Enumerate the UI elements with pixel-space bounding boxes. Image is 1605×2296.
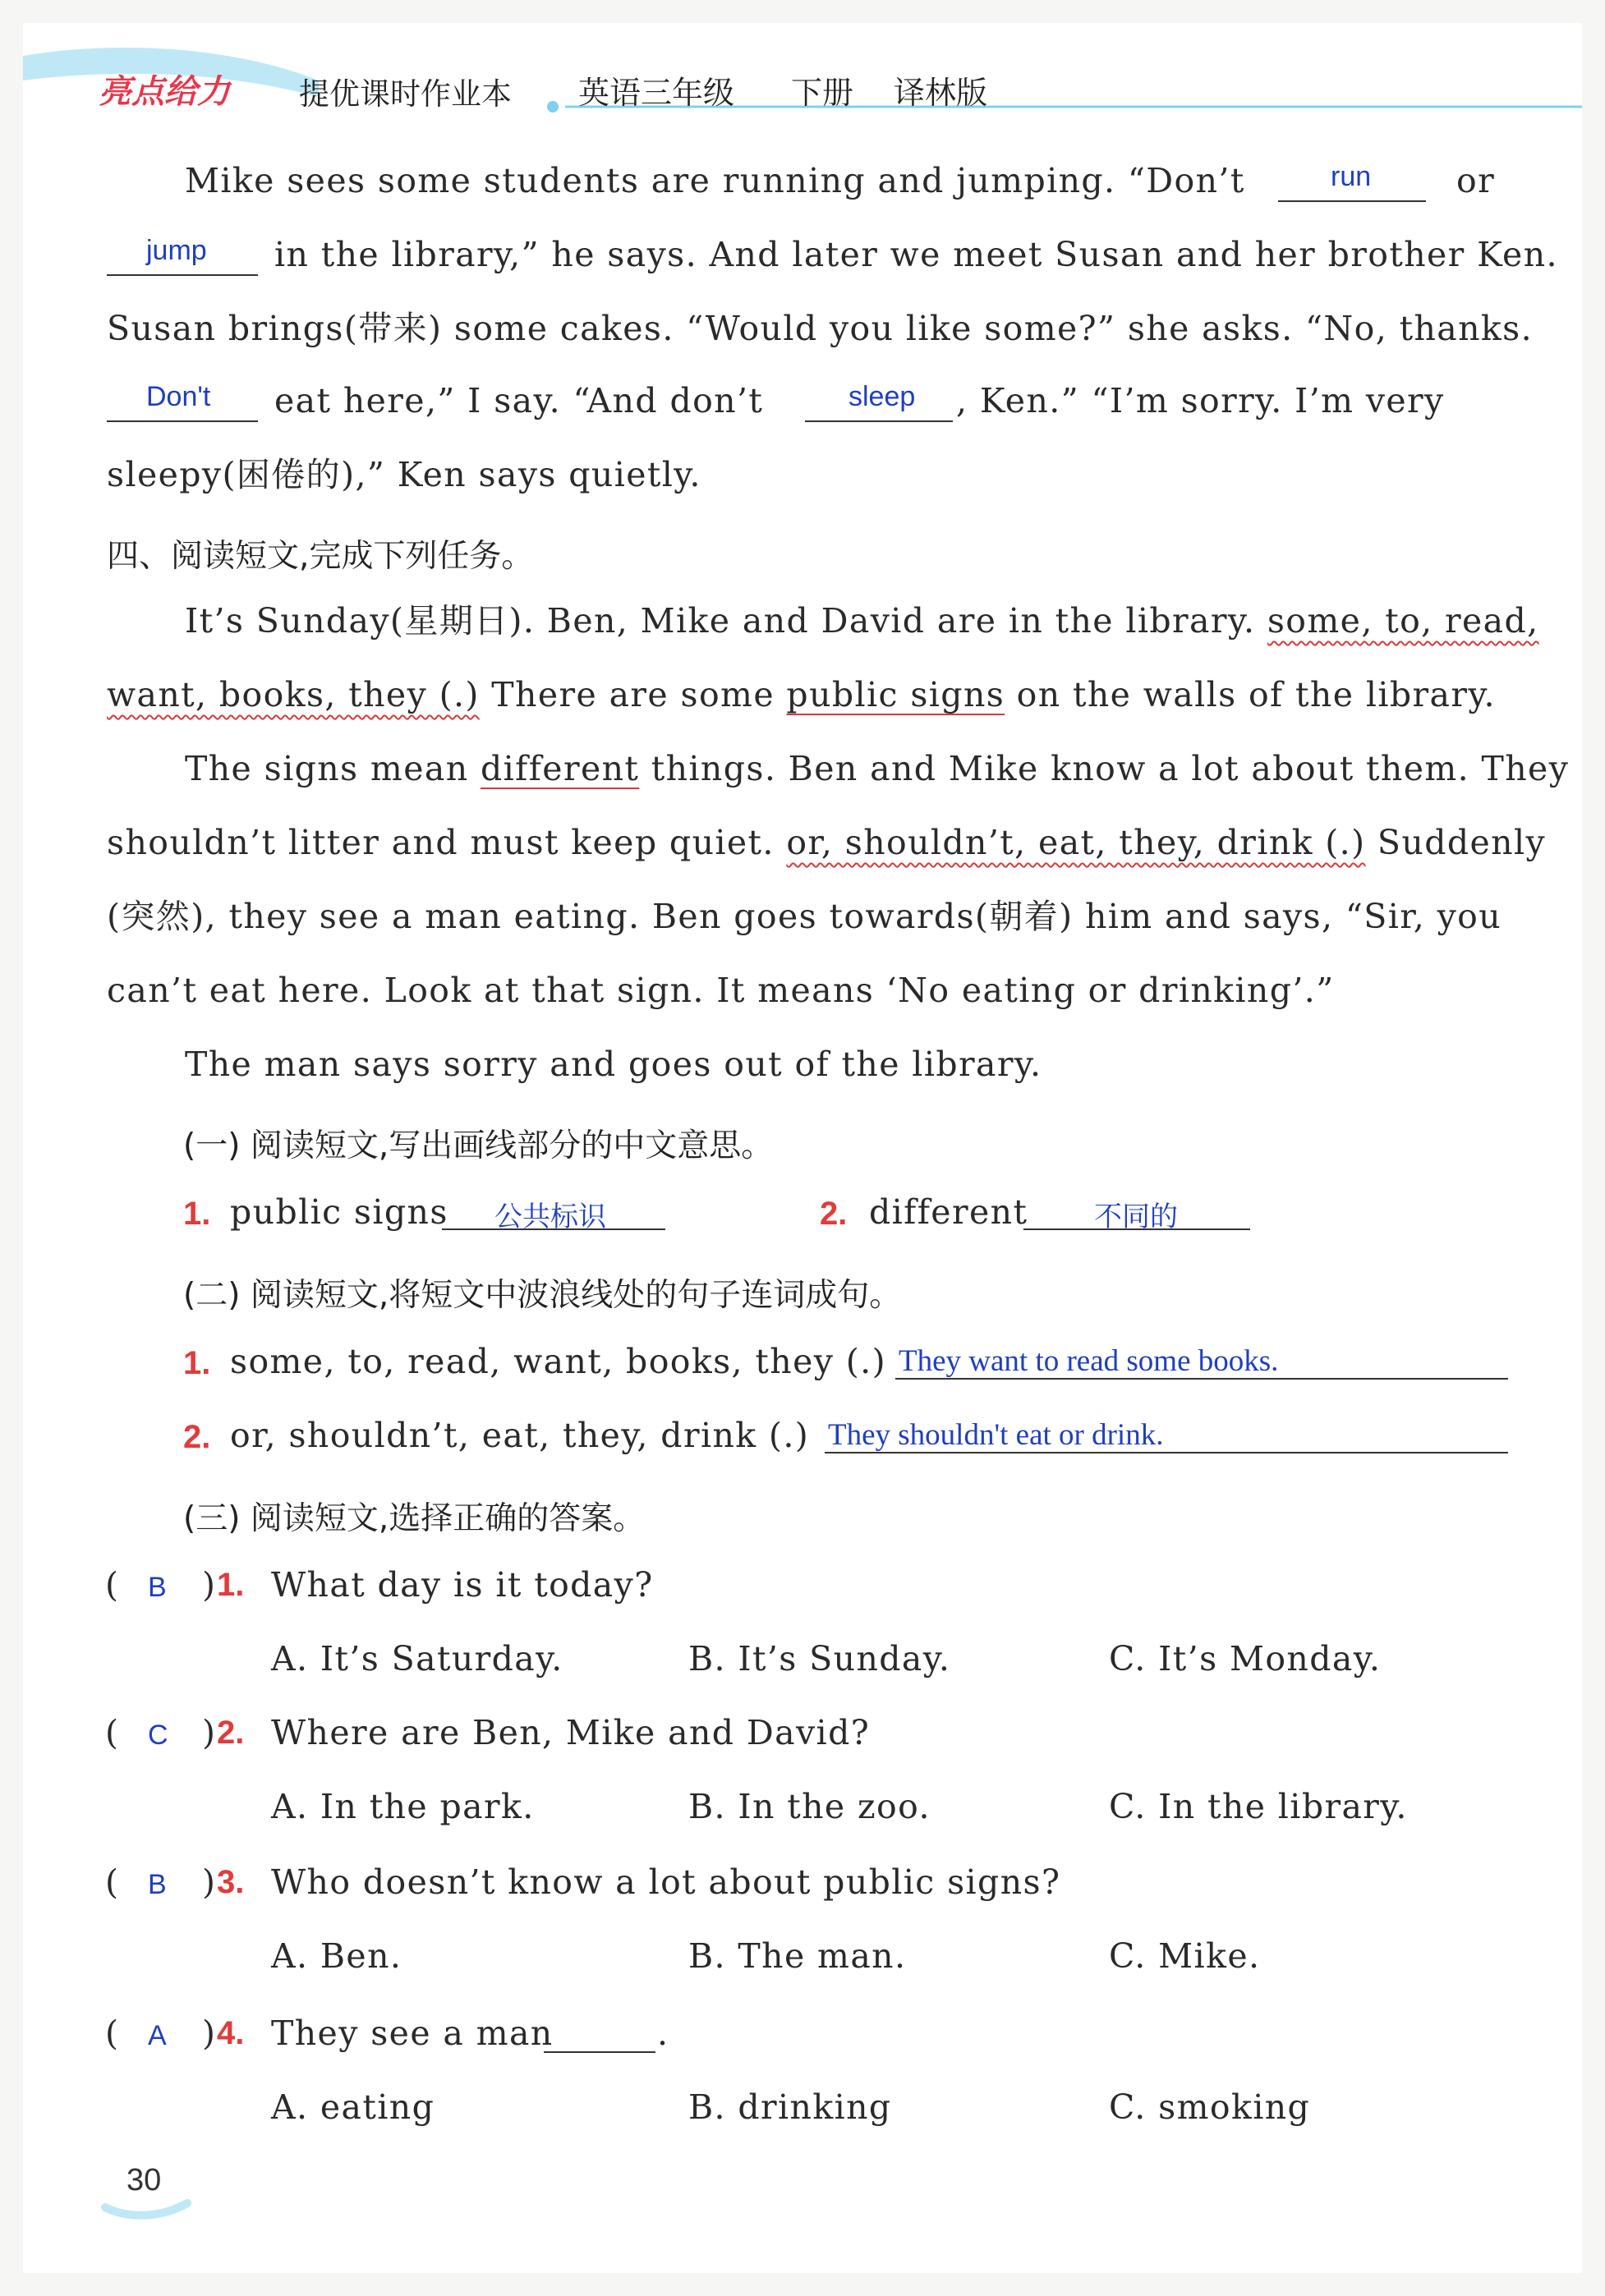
section4-para-line5: (突然), they see a man eating. Ben goes towards(朝着) him and says, “Sir, you (107, 897, 1502, 936)
para-text: shouldn’t litter and must keep quiet. (107, 823, 775, 862)
mc-q2-option-a: A. In the park. (271, 1787, 535, 1826)
section4-title: 四、阅读短文,完成下列任务。 (107, 538, 534, 575)
passage1-line1: Mike sees some students are running and jumping. “Don’t (185, 161, 1245, 200)
mc-q4-number: 4. (217, 2015, 245, 2051)
mc-q2-paren-close: ) (202, 1713, 217, 1752)
part2-q2-text: or, shouldn’t, eat, they, drink (.) (230, 1416, 810, 1455)
part1-q2-text: different (869, 1192, 1028, 1232)
mc-q1-option-c: C. It’s Monday. (1109, 1639, 1382, 1678)
mc-q1-option-a: A. It’s Saturday. (271, 1639, 563, 1678)
part2-q1-text: some, to, read, want, books, they (.) (230, 1342, 886, 1381)
part2-q1-answer: They want to read some books. (899, 1344, 1279, 1378)
part2-q2-number: 2. (183, 1419, 211, 1455)
mc-q1-option-b: B. It’s Sunday. (688, 1639, 951, 1678)
underlined-public-signs: public signs (786, 675, 1005, 714)
para-text: on the walls of the library. (1016, 675, 1496, 714)
mc-q2-question: Where are Ben, Mike and David? (271, 1713, 871, 1752)
para-text: It’s Sunday(星期日). Ben, Mike and David are in the library. (185, 601, 1256, 641)
mc-q4-period: . (657, 2014, 669, 2053)
mc-q4-question: They see a man (271, 2014, 554, 2053)
passage1-line2: in the library,” he says. And later we meet Susan and her brother Ken. (274, 235, 1558, 274)
mc-q2-answer: C (148, 1720, 168, 1751)
series-title: 提优课时作业本 (299, 76, 512, 112)
mc-q1-answer: B (148, 1572, 167, 1603)
mc-q3-option-c: C. Mike. (1109, 1936, 1261, 1976)
section4-para-line2 (107, 675, 1496, 714)
edition-title: 译林版 (894, 75, 988, 111)
mc-q1-paren-close: ) (202, 1565, 217, 1605)
section4-para-line7: The man says sorry and goes out of the library. (185, 1045, 1042, 1084)
mc-q4-paren-close: ) (202, 2014, 217, 2053)
mc-q2-option-c: C. In the library. (1109, 1787, 1408, 1826)
wavy-sentence-2: or, shouldn’t, eat, they, drink (.) (786, 823, 1366, 862)
blank-sleep (805, 420, 953, 422)
subject-title: 英语三年级 (578, 75, 735, 111)
para-text: The signs mean (185, 749, 469, 788)
part1-q1-text: public signs (230, 1192, 448, 1232)
answer-jump: jump (146, 235, 207, 266)
blank-jump (107, 274, 258, 276)
passage1-line1-end: or (1456, 161, 1496, 200)
volume-title: 下册 (791, 75, 854, 111)
mc-q2-option-b: B. In the zoo. (688, 1787, 931, 1826)
mc-q3-paren-open: ( (105, 1862, 120, 1902)
part3-title: (三) 阅读短文,选择正确的答案。 (183, 1500, 646, 1537)
passage1-line4-end: , Ken.” “I’m sorry. I’m very (956, 381, 1445, 420)
part1-q2-number: 2. (820, 1196, 848, 1232)
blank-run (1278, 200, 1426, 202)
blank-dont (107, 420, 258, 422)
mc-q4-paren-open: ( (105, 2014, 120, 2053)
part2-q1-number: 1. (183, 1345, 211, 1381)
brand-logo: 亮点给力 (99, 73, 230, 111)
mc-q3-paren-close: ) (202, 1862, 217, 1902)
mc-q3-option-b: B. The man. (688, 1936, 907, 1976)
answer-run: run (1331, 161, 1372, 192)
mc-q4-blank (544, 2051, 655, 2053)
part1-title: (一) 阅读短文,写出画线部分的中文意思。 (183, 1127, 774, 1164)
mc-q4-option-c: C. smoking (1109, 2087, 1311, 2127)
mc-q2-number: 2. (217, 1715, 245, 1751)
part1-q2-answer: 不同的 (1094, 1201, 1178, 1233)
passage1-line4: eat here,” I say. “And don’t (274, 381, 764, 420)
mc-q2-paren-open: ( (105, 1713, 120, 1752)
answer-sleep: sleep (848, 381, 916, 412)
mc-q1-question: What day is it today? (271, 1565, 654, 1605)
mc-q4-option-a: A. eating (271, 2087, 435, 2127)
para-text: Suddenly (1377, 823, 1547, 862)
part2-q2-answer: They shouldn't eat or drink. (828, 1418, 1164, 1452)
mc-q1-number: 1. (217, 1567, 245, 1603)
mc-q4-option-b: B. drinking (688, 2087, 892, 2127)
part1-q1-number: 1. (183, 1196, 211, 1232)
passage1-line3: Susan brings(带来) some cakes. “Would you like some?” she asks. “No, thanks. (107, 309, 1534, 348)
worksheet-page (23, 23, 1582, 2273)
para-text: things. Ben and Mike know a lot about them. They (651, 749, 1570, 788)
passage1-line5: sleepy(困倦的),” Ken says quietly. (107, 455, 701, 494)
section4-para-line4 (107, 823, 1547, 862)
wavy-sentence-1a: some, to, read, (1267, 601, 1539, 641)
part2-title: (二) 阅读短文,将短文中波浪线处的句子连词成句。 (183, 1277, 902, 1314)
part1-q1-answer: 公共标识 (494, 1201, 606, 1233)
page-number: 30 (126, 2163, 162, 2197)
section4-para-line3 (185, 749, 1570, 788)
para-text: There are some (491, 675, 775, 714)
section4-para-line6: can’t eat here. Look at that sign. It means ‘No eating or drinking’.” (107, 971, 1335, 1010)
mc-q4-answer: A (148, 2020, 167, 2051)
mc-q1-paren-open: ( (105, 1565, 120, 1605)
section4-para-line1 (185, 601, 1539, 641)
mc-q3-question: Who doesn’t know a lot about public signs? (271, 1862, 1061, 1902)
mc-q3-number: 3. (217, 1864, 245, 1900)
wavy-sentence-1b: want, books, they (.) (107, 675, 480, 714)
mc-q3-option-a: A. Ben. (271, 1936, 402, 1976)
mc-q3-answer: B (148, 1869, 167, 1900)
underlined-different: different (480, 749, 640, 788)
answer-dont: Don't (146, 381, 211, 412)
